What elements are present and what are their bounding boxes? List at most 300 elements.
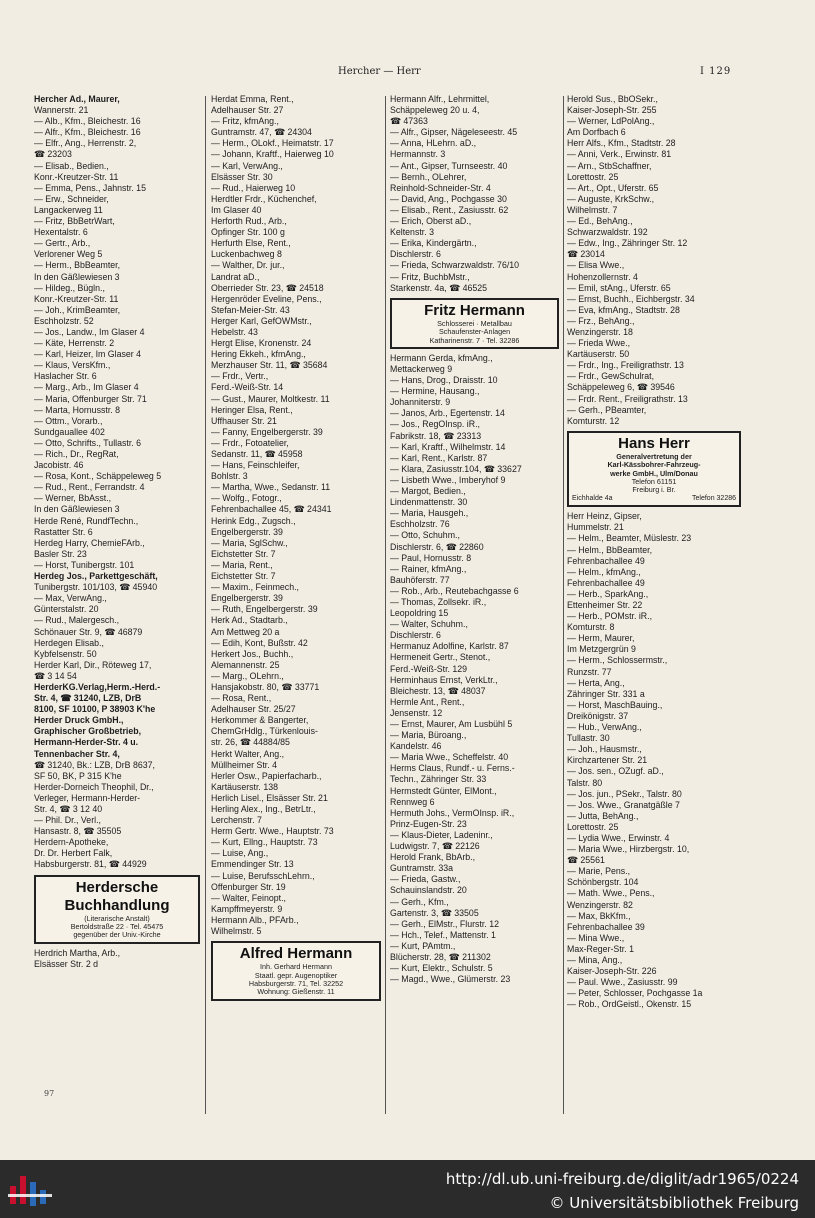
directory-entry: — Herta, Ang., [567, 677, 625, 688]
directory-entry: Herdtler Frdr., Küchenchef, [211, 193, 317, 204]
directory-entry: Reinhold-Schneider-Str. 4 [390, 182, 491, 193]
directory-entry: Günterstalstr. 20 [34, 604, 99, 615]
directory-entry: — Frieda Wwe., [567, 338, 631, 349]
directory-entry: Ettenheimer Str. 22 [567, 600, 643, 610]
directory-entry: Müllheimer Str. 4 [211, 759, 277, 770]
directory-entry: Oberrieder Str. 23, ☎ 24518 [211, 282, 324, 293]
directory-entry: Hermeneit Gertr., Stenot., [390, 652, 491, 663]
directory-entry: — Fritz, kfmAng., [211, 116, 279, 127]
advertisement-line: Schaufenster-Anlagen [438, 327, 511, 337]
directory-entry: — Maria, Rent., [211, 559, 273, 570]
directory-entry: Hermannstr. 3 [390, 149, 446, 160]
directory-entry: — Rud., Rent., Ferrandstr. 4 [34, 482, 145, 493]
directory-entry: — Gust., Maurer, Moltkestr. 11 [211, 393, 330, 404]
directory-entry: — Wolfg., Fotogr., [211, 493, 282, 504]
directory-entry: Haslacher Str. 6 [34, 371, 97, 382]
directory-entry: Dr. Dr. Herbert Falk, [34, 848, 113, 859]
directory-entry: — Herm., OLokf., Heimatstr. 17 [211, 138, 334, 149]
directory-entry: Hermuth Johs., VermOInsp. iR., [390, 807, 515, 818]
directory-entry: ☎ 3 14 54 [34, 670, 77, 681]
directory-entry: Bohlstr. 3 [211, 471, 248, 482]
directory-entry: Lindenmattenstr. 30 [390, 497, 468, 508]
directory-entry: — Erich, Oberst aD., [390, 216, 472, 227]
directory-entry: Jacobistr. 46 [34, 460, 84, 471]
advertisement-title: Herdersche Buchhandlung [64, 878, 170, 914]
directory-entry: Hermann Alb., PFArb., [211, 914, 299, 925]
directory-entry: Opfinger Str. 100 g [211, 227, 285, 238]
directory-entry: — Maria Wwe., Hirzbergstr. 10, [567, 844, 690, 855]
directory-entry: Komturstr. 8 [567, 622, 615, 633]
directory-entry: ☎ 47363 [390, 116, 428, 127]
directory-entry: — Mina Wwe., [567, 932, 625, 943]
directory-entry: — Alfr., Kfm., Bleichestr. 16 [34, 127, 141, 138]
directory-entry: — Herb., SparkAng., [567, 588, 649, 599]
directory-entry: Hansastr. 8, ☎ 35505 [34, 826, 122, 837]
directory-entry: — Ruth, Engelbergerstr. 39 [211, 604, 318, 615]
directory-entry: — Kurt, PAmtm., [390, 940, 456, 951]
directory-entry: Luckenbachweg 8 [211, 249, 282, 260]
advertisement-line: Generalvertretung der [616, 451, 692, 461]
directory-entry: Wannerstr. 21 [34, 105, 89, 116]
directory-entry: — Elfr., Ang., Herrenstr. 2, [34, 138, 137, 149]
directory-entry: In den Gäßlewiesen 3 [34, 504, 120, 515]
directory-entry: Ludwigstr. 7, ☎ 22126 [390, 841, 480, 852]
directory-entry: — Elisa Wwe., [567, 260, 625, 271]
directory-entry: 8100, SF 10100, P 38903 K'he [34, 704, 156, 715]
directory-entry: Sedanstr. 11, ☎ 45958 [211, 449, 303, 459]
directory-entry: Stefan-Meier-Str. 43 [211, 304, 290, 315]
directory-entry: — Gerh., ElMstr., Flurstr. 12 [390, 918, 500, 929]
directory-entry: Schauinslandstr. 20 [390, 885, 467, 896]
directory-entry: Str. 4, ☎ 3 12 40 [34, 804, 103, 814]
directory-entry: — Jos. Wwe., Granatgäßle 7 [567, 799, 680, 810]
directory-entry: — Marg., Arb., Im Glaser 4 [34, 382, 139, 393]
column-divider [385, 96, 386, 1114]
directory-entry: Wilhelmstr. 5 [211, 926, 262, 937]
directory-entry: — Maria Wwe., Scheffelstr. 40 [390, 752, 509, 763]
directory-entry: Kaiser-Joseph-Str. 226 [567, 966, 657, 977]
directory-entry: Basler Str. 23 [34, 548, 87, 559]
copyright-notice: © Universitätsbibliothek Freiburg [549, 1194, 799, 1212]
directory-entry: — Karl, Kraftf., Wilhelmstr. 14 [390, 441, 506, 452]
directory-entry: — Frdr. Rent., Freiligrathstr. 13 [567, 393, 688, 404]
directory-entry: Hermstedt Günter, ElMont., [390, 785, 497, 796]
advertisement-line: gegenüber der Univ.-Kirche [73, 930, 161, 940]
directory-entry: — Käte, Herrenstr. 2 [34, 338, 115, 349]
directory-entry: — Emma, Pens., Jahnstr. 15 [34, 182, 146, 193]
directory-entry: Hergt Elise, Kronenstr. 24 [211, 338, 312, 349]
directory-entry: Herkert Jos., Buchh., [211, 648, 294, 659]
directory-entry: ☎ 25561 [567, 855, 605, 866]
page-header [0, 66, 815, 82]
directory-entry: Guntramstr. 33a [390, 863, 454, 874]
directory-entry: — Edih, Kont, Bußstr. 42 [211, 637, 308, 648]
directory-entry: Herdegen Elisab., [34, 637, 104, 648]
directory-entry: Kampffmeyerstr. 9 [211, 903, 283, 914]
directory-entry: Merzhauser Str. 11, ☎ 35684 [211, 360, 328, 371]
advertisement-line: Habsburgerstr. 71, Tel. 32252 [248, 978, 344, 988]
directory-entry: — Ottm., Vorarb., [34, 415, 103, 426]
directory-entry: Im Metzgergrün 9 [567, 644, 636, 655]
directory-entry: Ferd.-Weiß-Str. 14 [211, 382, 284, 393]
directory-entry: Herms Claus, Rundf.- u. Ferns.- [390, 763, 515, 774]
directory-entry: — Johann, Kraftf., Haierweg 10 [211, 149, 334, 160]
footnote-number: 97 [44, 1089, 55, 1098]
directory-entry: — Erw., Schneider, [34, 193, 109, 204]
directory-entry: Engelbergerstr. 39 [211, 593, 283, 604]
directory-entry: Bauhöferstr. 77 [390, 574, 450, 585]
permalink-url[interactable]: http://dl.ub.uni-freiburg.de/diglit/adr1965/0224 [445, 1170, 799, 1188]
directory-entry: — Hermine, Hausang., [390, 386, 480, 397]
directory-entry: Tunibergstr. 101/103, ☎ 45940 [34, 582, 158, 593]
directory-entry: — Frdr., Vertr., [211, 371, 269, 382]
directory-entry: Herder Druck GmbH., [34, 715, 124, 726]
advertisement-line: Katharinenstr. 7 · Tel. 32286 [429, 335, 520, 345]
directory-entry: Hermann Gerda, kfmAng., [390, 352, 493, 363]
directory-entry: Eichstetter Str. 7 [211, 571, 276, 582]
directory-entry: Zähringer Str. 331 a [567, 688, 645, 699]
directory-entry: — Joh., Hausmstr., [567, 744, 642, 755]
directory-entry: Adelhauser Str. 27 [211, 105, 284, 116]
directory-entry: Hohenzollernstr. 4 [567, 271, 638, 282]
directory-entry: Am Mettweg 20 a [211, 626, 280, 637]
directory-entry: Herder-Dorneich Theophil, Dr., [34, 781, 154, 792]
directory-entry: — Hub., VerwAng., [567, 722, 642, 733]
advertisement-contact-row [572, 495, 736, 503]
directory-entry: — Hans, Feinschleifer, [211, 460, 300, 471]
directory-entry: Hermle Ant., Rent., [390, 696, 465, 707]
directory-entry: Gartenstr. 3, ☎ 33505 [390, 907, 479, 918]
directory-entry: — Joh., KrimBeamter, [34, 304, 121, 315]
directory-entry: Fehrenbachallee 49 [567, 555, 645, 566]
directory-entry: Verlorener Weg 5 [34, 249, 103, 260]
directory-entry: Am Dorfbach 6 [567, 127, 626, 138]
directory-entry: — Arn., StbSchaffner, [567, 160, 652, 171]
directory-entry: — Ernst, Maurer, Am Lusbühl 5 [390, 719, 513, 729]
directory-entry: — Math. Wwe., Pens., [567, 888, 655, 899]
directory-entry: — Eva, kfmAng., Stadtstr. 28 [567, 304, 680, 315]
page-number: I 129 [700, 66, 732, 77]
advertisement-title: Hans Herr [618, 434, 690, 452]
directory-entry: — Otto, Schrifts., Tullastr. 6 [34, 437, 142, 448]
directory-entry: Offenburger Str. 19 [211, 881, 286, 892]
directory-entry: Starkenstr. 4a, ☎ 46525 [390, 282, 488, 293]
directory-entry: Herforth Rud., Arb., [211, 216, 287, 227]
directory-entry: Jensenstr. 12 [390, 707, 443, 718]
directory-entry: — Frdr., Fotoatelier, [211, 437, 289, 448]
directory-entry: — Ernst, Buchh., Eichbergstr. 34 [567, 293, 695, 304]
directory-entry: — Kurt, Ellng., Hauptstr. 73 [211, 837, 318, 848]
directory-entry: — Lisbeth Wwe., Imberyhof 9 [390, 474, 506, 485]
directory-entry: — David, Ang., Pochgasse 30 [390, 193, 507, 204]
directory-entry: Alemannenstr. 25 [211, 659, 280, 670]
directory-entry: — Fritz, BuchbMstr., [390, 271, 470, 282]
directory-entry: Herkommer & Bangerter, [211, 715, 309, 726]
directory-entry: Adelhauser Str. 25/27 [211, 704, 296, 715]
directory-entry: — Jutta, BehAng., [567, 810, 639, 821]
directory-entry: — Frieda, Schwarzwaldstr. 76/10 [390, 260, 520, 271]
directory-entry: Hummelstr. 21 [567, 522, 624, 533]
directory-entry: — Maxim., Feinmech., [211, 582, 299, 593]
directory-entry: Runzstr. 77 [567, 666, 612, 677]
advertisement-box [390, 298, 559, 349]
directory-entry: — Fanny, Engelbergerstr. 39 [211, 426, 323, 437]
directory-entry: — Rob., OrdGeistl., Okenstr. 15 [567, 999, 692, 1010]
directory-entry: — Fritz, BbBetrWart, [34, 216, 115, 227]
directory-entry: — Bernh., OLehrer, [390, 171, 467, 182]
directory-entry: Herk Ad., Stadtarb., [211, 615, 288, 626]
directory-entry: Str. 4, ☎ 31240, LZB, DrB [34, 693, 142, 704]
directory-entry: — Phil. Dr., Verl., [34, 815, 101, 826]
directory-entry: — Klaus, VersKfm., [34, 360, 111, 371]
directory-entry: Johanniterstr. 9 [390, 397, 451, 408]
column-4 [567, 94, 743, 1010]
directory-entry: Hermann Alfr., Lehrmittel, [390, 94, 490, 104]
advertisement-line: werke GmbH., Ulm/Donau [610, 468, 698, 478]
directory-entry: — Mina, Ang., [567, 955, 623, 965]
directory-entry: — Jos., Landw., Im Glaser 4 [34, 326, 145, 337]
advertisement-box [211, 941, 381, 1001]
directory-entry: — Art., Opt., Uferstr. 65 [567, 182, 659, 193]
directory-entry: Herold Frank, BbArb., [390, 852, 476, 863]
directory-entry: — Horst, Tunibergstr. 101 [34, 559, 135, 570]
directory-entry: Herder Karl, Dir., Röteweg 17, [34, 659, 152, 670]
advertisement-line: Wohnung: Gießenstr. 11 [257, 987, 335, 997]
directory-entry: Fehrenbachallee 49 [567, 577, 645, 588]
directory-entry: Herler Osw., Papierfacharb., [211, 770, 322, 781]
ub-freiburg-logo-icon [8, 1168, 52, 1212]
library-footer [0, 1160, 815, 1218]
directory-entry: — Peter, Schlosser, Pochgasse 1a [567, 988, 703, 999]
directory-entry: — Alfr., Gipser, Nägeleseestr. 45 [390, 127, 518, 138]
directory-entry: — Max, BkKfm., [567, 910, 631, 921]
directory-entry: — Emil, stAng., Uferstr. 65 [567, 282, 671, 293]
directory-entry: — Maria, SglSchw., [211, 537, 288, 548]
advertisement-box [34, 875, 200, 944]
directory-entry: str. 26, ☎ 44884/85 [211, 737, 290, 748]
directory-entry: Dischlerstr. 6 [390, 249, 441, 260]
directory-entry: Langackerweg 11 [34, 204, 103, 215]
directory-entry: Fabrikstr. 18, ☎ 23313 [390, 430, 482, 441]
directory-entry: — Werner, LdPolAng., [567, 116, 655, 127]
directory-entry: ☎ 31240, Bk.: LZB, DrB 8637, [34, 759, 155, 770]
column-2 [211, 94, 383, 1005]
directory-entry: — Kurt, Elektr., Schulstr. 5 [390, 963, 493, 974]
directory-entry: ☎ 23014 [567, 249, 605, 260]
directory-entry: — Anna, HLehrn. aD., [390, 138, 477, 149]
directory-entry: — Luise, BerufsschLehrn., [211, 870, 315, 881]
directory-entry: — Gerh., Kfm., [390, 896, 449, 907]
directory-entry: Schwarzwaldstr. 192 [567, 227, 648, 238]
directory-entry: Konr.-Kreutzer-Str. 11 [34, 293, 119, 304]
directory-entry: Verleger, Hermann-Herder- [34, 792, 141, 803]
directory-entry: Fehrenbachallee 39 [567, 921, 645, 932]
directory-entry: — Maria, Hausgeh., [390, 508, 469, 519]
directory-entry: Landrat aD., [211, 271, 260, 282]
directory-entry: Leopoldring 15 [390, 608, 449, 619]
advertisement-line: Telefon 32286 [692, 494, 736, 502]
directory-entry: — Rosa, Rent., [211, 693, 272, 704]
directory-entry: Herdeg Jos., Parkettgeschäft, [34, 571, 158, 582]
advertisement-line: (Literarische Anstalt) [84, 913, 150, 923]
directory-entry: Hansjakobstr. 80, ☎ 33771 [211, 681, 320, 692]
directory-entry: Hergenröder Eveline, Pens., [211, 293, 322, 304]
directory-entry: — Martha, Wwe., Sedanstr. 11 [211, 482, 331, 493]
directory-entry: Keltenstr. 3 [390, 227, 435, 238]
directory-entry: — Margot, Bedien., [390, 486, 466, 497]
directory-entry: — Jos. jun., PSekr., Talstr. 80 [567, 788, 682, 799]
directory-entry: Kybfelsenstr. 50 [34, 648, 97, 659]
directory-entry: Konr.-Kreutzer-Str. 11 [34, 171, 119, 182]
directory-entry: Emmendinger Str. 13 [211, 859, 294, 870]
column-3 [390, 94, 561, 985]
directory-entry: Hebelstr. 43 [211, 326, 258, 337]
advertisement-line: Inh. Gerhard Hermann [260, 962, 332, 972]
directory-entry: — Magd., Wwe., Glümerstr. 23 [390, 974, 511, 985]
directory-entry: Rastatter Str. 6 [34, 526, 93, 537]
directory-entry: Hering Ekkeh., kfmAng., [211, 349, 306, 360]
directory-entry: Herkt Walter, Ang., [211, 748, 285, 759]
directory-entry: — Karl, VerwAng., [211, 160, 283, 171]
directory-entry: Herdern-Apotheke, [34, 837, 109, 848]
directory-entry: Graphischer Großbetrieb, [34, 726, 142, 737]
directory-entry: Techn., Zähringer Str. 33 [390, 774, 487, 785]
directory-entry: Hercher Ad., Maurer, [34, 94, 120, 104]
directory-entry: — Herm., Schlossermstr., [567, 655, 668, 666]
directory-entry: Schönauer Str. 9, ☎ 46879 [34, 626, 143, 637]
advertisement-line: Karl-Kässbohrer-Fahrzeug- [607, 460, 701, 470]
directory-entry: — Edw., Ing., Zähringer Str. 12 [567, 238, 688, 249]
column-divider [563, 96, 564, 1114]
directory-entry: Im Glaser 40 [211, 204, 262, 215]
directory-entry: Ferd.-Weiß-Str. 129 [390, 663, 468, 674]
directory-entry: Kartäuserstr. 50 [567, 349, 630, 360]
advertisement-line: Schlosserei · Metallbau [437, 318, 512, 328]
directory-entry: — Rud., Haierweg 10 [211, 182, 296, 193]
directory-entry: — Klara, Zasiusstr.104, ☎ 33627 [390, 463, 522, 474]
directory-entry: SF 50, BK, P 315 K'he [34, 770, 122, 781]
directory-entry: — Frz., BehAng., [567, 315, 635, 326]
directory-entry: — Lydia Wwe., Erwinstr. 4 [567, 832, 670, 843]
directory-entry: HerderKG.Verlag,Herm.-Herd.- [34, 681, 161, 692]
directory-entry: Eichstetter Str. 7 [211, 548, 276, 559]
directory-entry: In den Gäßlewiesen 3 [34, 271, 120, 282]
directory-entry: Heringer Elsa, Rent., [211, 404, 293, 415]
directory-entry: Tullastr. 30 [567, 733, 610, 744]
directory-entry: Elsässer Str. 30 [211, 171, 273, 182]
directory-entry: Herde René, RundfTechn., [34, 515, 139, 526]
directory-entry: Mettackerweg 9 [390, 364, 453, 374]
directory-entry: — Helm., kfmAng., [567, 566, 641, 577]
advertisement-line: Bertoldstraße 22 · Tel. 45475 [70, 921, 164, 931]
directory-entry: Lorettostr. 25 [567, 821, 619, 832]
directory-entry: Herdrich Martha, Arb., [34, 947, 121, 958]
directory-entry: — Max, VerwAng., [34, 593, 107, 604]
directory-entry: — Herm, Maurer, [567, 633, 635, 644]
directory-entry: — Marie, Pens., [567, 866, 631, 877]
directory-entry: Herminhaus Ernst, VerkLtr., [390, 674, 498, 685]
directory-entry: — Marg., OLehrn., [211, 670, 284, 681]
directory-entry: Dischlerstr. 6 [390, 630, 441, 641]
directory-entry: Kartäuserstr. 138 [211, 781, 278, 792]
directory-entry: Herling Alex., Ing., BetrLtr., [211, 804, 316, 814]
directory-entry: Hermanuz Adolfine, Karlstr. 87 [390, 641, 509, 652]
directory-entry: Wilhelmstr. 7 [567, 204, 618, 215]
directory-entry: Wenzingerstr. 82 [567, 899, 633, 910]
directory-entry: Schäppeleweg 6, ☎ 39546 [567, 382, 675, 393]
directory-entry: — Hildeg., Bügln., [34, 282, 105, 293]
directory-entry: — Rob., Arb., Reutebachgasse 6 [390, 585, 519, 596]
directory-entry: Herm Gertr. Wwe., Hauptstr. 73 [211, 826, 334, 837]
directory-entry: Max-Reger-Str. 1 [567, 943, 634, 954]
directory-entry: Tennenbacher Str. 4, [34, 748, 120, 759]
directory-entry: — Paul. Wwe., Zasiusstr. 99 [567, 977, 678, 988]
directory-entry: Dreikönigstr. 37 [567, 710, 629, 721]
directory-entry: — Jos., RegOInsp. iR., [390, 419, 480, 430]
directory-entry: Herlich Lisel., Elsässer Str. 21 [211, 792, 328, 803]
directory-entry: Fehrenbachallee 45, ☎ 24341 [211, 504, 332, 515]
directory-entry: — Helm., BbBeamter, [567, 544, 653, 555]
directory-entry: Kirchzartener Str. 21 [567, 755, 648, 766]
directory-entry: — Anni, Verk., Erwinstr. 81 [567, 149, 672, 160]
directory-entry: — Alb., Kfm., Bleichestr. 16 [34, 116, 141, 127]
directory-entry: — Helm., Beamter, Müslestr. 23 [567, 533, 692, 544]
directory-entry: Komturstr. 12 [567, 415, 620, 426]
directory-entry: — Maria, Büroang., [390, 730, 467, 741]
directory-entry: — Karl, Heizer, Im Glaser 4 [34, 349, 142, 360]
directory-entry: Dischlerstr. 6, ☎ 22860 [390, 541, 484, 552]
directory-entry: — Elisab., Rent., Zasiusstr. 62 [390, 204, 509, 215]
directory-entry: — Paul, Hornusstr. 8 [390, 552, 472, 563]
directory-entry: Herr Alfs., Kfm., Stadtstr. 28 [567, 138, 676, 149]
advertisement-line: Freiburg i. Br. [632, 485, 676, 495]
directory-entry: — Walter, Schuhm., [390, 619, 468, 630]
directory-entry: — Elisab., Bedien., [34, 160, 109, 171]
directory-entry: Lorettostr. 25 [567, 171, 619, 182]
directory-entry: — Walter, Feinopt., [211, 892, 286, 903]
directory-entry: — Herm., BbBeamter, [34, 260, 121, 271]
column-divider [205, 96, 206, 1114]
directory-entry: Herfurth Else, Rent., [211, 238, 291, 249]
directory-entry: — Frieda, Gastw., [390, 874, 461, 885]
directory-entry: — Rud., Malergesch., [34, 615, 120, 626]
directory-entry: Schäppeleweg 20 u. 4, [390, 105, 480, 116]
directory-entry: Sundgauallee 402 [34, 426, 105, 437]
directory-entry: — Hans, Drog., Draisstr. 10 [390, 375, 498, 386]
directory-entry: Herdat Emma, Rent., [211, 94, 294, 104]
directory-entry: — Gertr., Arb., [34, 238, 91, 249]
directory-entry: — Werner, BbAsst., [34, 493, 112, 504]
directory-entry: Guntramstr. 47, ☎ 24304 [211, 127, 312, 138]
directory-entry: Hexentalstr. 6 [34, 227, 88, 238]
directory-entry: — Hch., Telef., Mattenstr. 1 [390, 929, 496, 940]
directory-entry: Kaiser-Joseph-Str. 255 [567, 105, 657, 116]
directory-entry: — Rich., Dr., RegRat, [34, 449, 119, 459]
directory-entry: — Frdr., GewSchulrat, [567, 371, 655, 382]
directory-entry: — Auguste, KrkSchw., [567, 193, 655, 204]
directory-entry: — Rainer, kfmAng., [390, 563, 467, 574]
directory-entry: Herold Sus., BbOSekr., [567, 94, 658, 104]
directory-entry: — Janos, Arb., Egertenstr. 14 [390, 408, 505, 419]
directory-entry: — Otto, Schuhm., [390, 530, 460, 541]
directory-entry: Elsässer Str. 2 d [34, 958, 99, 969]
directory-entry: Eschholzstr. 52 [34, 315, 94, 326]
directory-entry: Herger Karl, GefOWMstr., [211, 315, 312, 326]
directory-entry: Schönbergstr. 104 [567, 877, 639, 888]
column-1 [34, 94, 202, 970]
advertisement-title: Alfred Hermann [239, 945, 353, 963]
directory-entry: — Horst, MaschBauing., [567, 699, 663, 710]
